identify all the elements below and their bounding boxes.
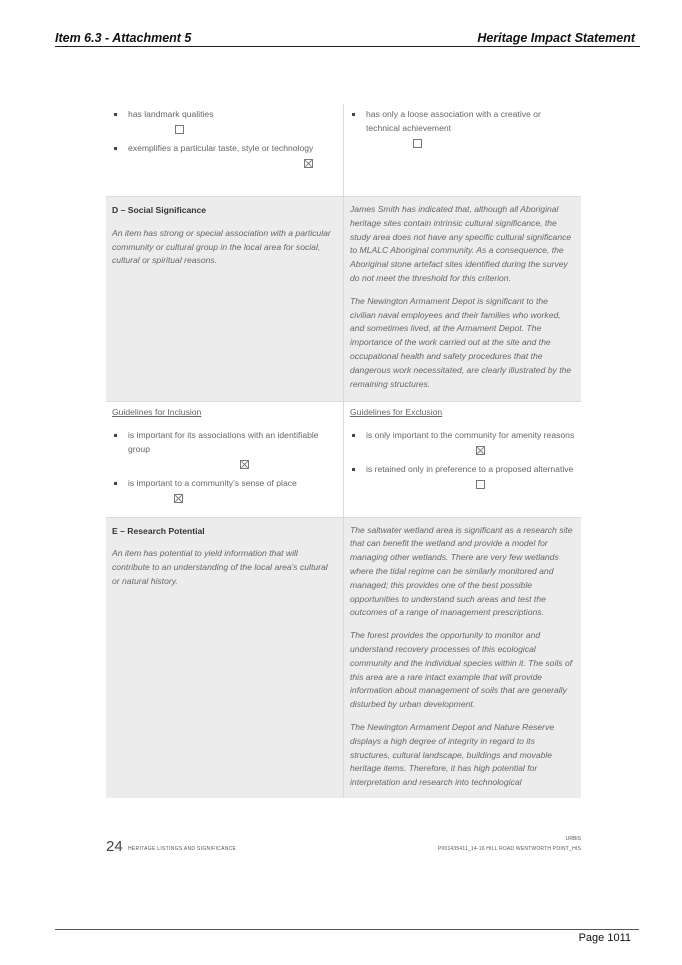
list-item	[112, 108, 337, 134]
list-item	[112, 477, 337, 503]
list-item	[112, 142, 337, 168]
table-cell	[343, 104, 581, 196]
list-item	[350, 108, 575, 148]
assessment-paragraph: The forest provides the opportunity to monitor and understand recovery processes of this ecological community and the individual species within it. The soils of this area are a rare intact example that will provide information about management of soils that are generally disturbed by urban development.	[350, 630, 573, 710]
exclusion-list	[350, 429, 575, 489]
table-cell	[106, 197, 343, 401]
table-cell	[343, 197, 581, 401]
table-row	[106, 104, 581, 197]
unchecked-box-icon	[413, 139, 422, 148]
table-row	[106, 197, 581, 401]
criterion-text: is only important to the community for amenity reasons	[366, 430, 575, 441]
table-cell	[106, 402, 343, 516]
table-cell	[106, 104, 343, 196]
table-cell	[106, 518, 343, 798]
footer-company: URBIS	[565, 836, 581, 842]
criterion-text: is important to a community's sense of place	[128, 477, 297, 488]
checked-box-icon	[240, 460, 249, 469]
unchecked-box-icon	[175, 125, 184, 134]
page-label: Page 1011	[578, 932, 631, 944]
list-item	[112, 429, 337, 469]
criterion-text: has only a loose association with a creative or technical achievement	[366, 109, 541, 133]
assessment-paragraph: James Smith has indicated that, although all Aboriginal heritage sites contain intrinsic cultural significance, the study area does not have any specific cultural significance to MLALC Aboriginal community. As a consequence, the Aboriginal stone artefact sites identified during the survey do not meet the threshold for this criterion.	[350, 204, 572, 283]
criterion-heading: E – Research Potential	[112, 525, 205, 536]
footer-section-title: HERITAGE LISTINGS AND SIGNIFICANCE	[128, 846, 237, 852]
assessment-paragraph: The saltwater wetland area is significant as a research site that can benefit the wetland and provide a model for managing other wetlands. There are very few wetlands where the tidal regime can be similarly monitored and managed; this provides one of the best possible opportunities to understand such areas and test the outcomes of a range of management prescriptions.	[350, 524, 573, 618]
criterion-description: An item has potential to yield information that will contribute to an understanding of the local area's cultural or natural history.	[112, 548, 328, 586]
criterion-text: is important for its associations with an identifiable group	[128, 430, 319, 454]
table-cell	[343, 518, 581, 798]
page-header	[55, 31, 640, 47]
criterion-heading: D – Social Significance	[112, 205, 207, 215]
table-cell	[343, 402, 581, 516]
list-item	[350, 463, 575, 489]
header-document-title: Heritage Impact Statement	[477, 31, 635, 45]
footer-project-reference: P0014354​11_14-16 HILL ROAD WENTWORTH POINT_HIS	[437, 846, 581, 852]
inclusion-title: Guidelines for Inclusion	[112, 407, 202, 418]
criterion-description: An item has strong or special association with a particular community or cultural group in the local area for social, cultural or spiritual reasons.	[112, 227, 331, 266]
assessment-paragraph: The Newington Armament Depot is significant to the civilian naval employees and their families who worked, and sometimes lived, at the Armament Depot. The importance of the work carried out at the site and the occupational health and safety procedures that the dangerous work necessitated, are clearly illustrated by the remaining structures.	[350, 295, 572, 389]
list-item	[350, 429, 575, 455]
footer-page-number: 24	[106, 838, 123, 855]
assessment-paragraph: The Newington Armament Depot and Nature Reserve displays a high degree of integrity in regard to its structures, cultural landscape, buildings and movable heritage items. Therefore, it has high potential for interpretation and research into technological	[350, 721, 555, 788]
unchecked-box-icon	[476, 480, 485, 489]
criteria-list	[112, 108, 337, 168]
criterion-text: has landmark qualities	[128, 109, 214, 119]
table-row	[106, 401, 581, 517]
exclusion-title: Guidelines for Exclusion	[350, 407, 443, 418]
table-row	[106, 518, 581, 798]
header-item-label: Item 6.3 - Attachment 5	[55, 31, 192, 45]
inclusion-list	[112, 429, 337, 502]
criterion-text: exemplifies a particular taste, style or technology	[128, 142, 314, 153]
checked-box-icon	[476, 446, 485, 455]
checked-box-icon	[174, 494, 183, 503]
significance-table	[106, 104, 581, 798]
checked-box-icon	[304, 159, 313, 168]
footer-divider	[55, 929, 639, 930]
criterion-text: is retained only in preference to a proposed alternative	[366, 463, 574, 474]
criteria-list	[350, 108, 575, 148]
